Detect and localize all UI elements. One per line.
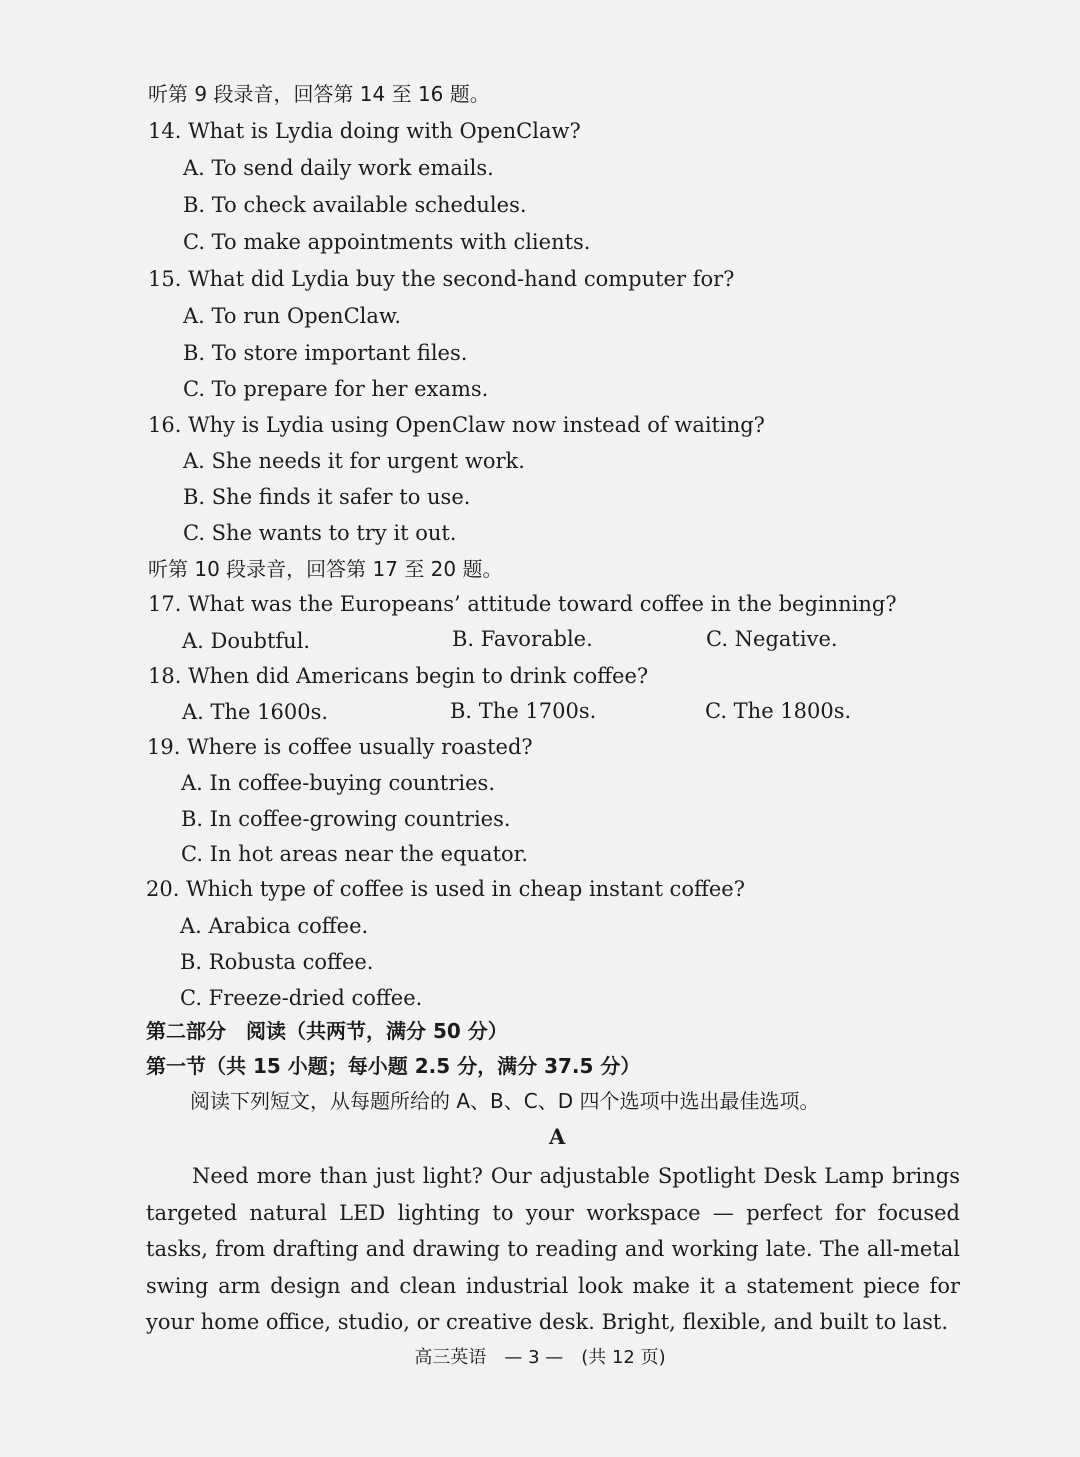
section-one-heading: 第一节（共 15 小题；每小题 2.5 分，满分 37.5 分）: [146, 1054, 641, 1078]
question-16-stem: 16. Why is Lydia using OpenClaw now instead of waiting?: [148, 413, 765, 437]
question-19-option-c: C. In hot areas near the equator.: [181, 842, 529, 866]
listening-instruction-10: 听第 10 段录音，回答第 17 至 20 题。: [148, 557, 503, 581]
question-20-option-a: A. Arabica coffee.: [180, 914, 369, 938]
listening-instruction-9: 听第 9 段录音，回答第 14 至 16 题。: [148, 82, 490, 106]
passage-title: A: [549, 1124, 566, 1149]
question-15-option-b: B. To store important files.: [183, 341, 468, 365]
question-16-option-c: C. She wants to try it out.: [183, 521, 457, 545]
question-14-option-c: C. To make appointments with clients.: [183, 230, 591, 254]
question-20-option-b: B. Robusta coffee.: [180, 950, 374, 974]
reading-instruction: 阅读下列短文，从每题所给的 A、B、C、D 四个选项中选出最佳选项。: [190, 1089, 820, 1113]
question-20-stem: 20. Which type of coffee is used in cheap instant coffee?: [146, 877, 745, 901]
question-18-option-c: C. The 1800s.: [705, 699, 852, 723]
question-14-option-a: A. To send daily work emails.: [183, 156, 494, 180]
question-18-option-b: B. The 1700s.: [450, 699, 597, 723]
part-two-heading: 第二部分 阅读（共两节，满分 50 分）: [146, 1019, 508, 1043]
question-15-option-c: C. To prepare for her exams.: [183, 377, 489, 401]
page-footer: 高三英语 — 3 — (共 12 页): [414, 1347, 666, 1368]
question-14-option-b: B. To check available schedules.: [183, 193, 527, 217]
question-17-option-b: B. Favorable.: [452, 627, 593, 651]
question-15-stem: 15. What did Lydia buy the second-hand computer for?: [148, 267, 735, 291]
question-18-option-a: A. The 1600s.: [182, 700, 329, 724]
question-19-stem: 19. Where is coffee usually roasted?: [147, 735, 533, 759]
question-14-stem: 14. What is Lydia doing with OpenClaw?: [148, 119, 581, 143]
question-15-option-a: A. To run OpenClaw.: [183, 304, 402, 328]
passage-a-text: Need more than just light? Our adjustable Spotlight Desk Lamp brings targeted natural LED lighting to your workspace — perfect for focused tasks, from drafting and drawing to reading and working late. The all-metal swing arm design and clean industrial look make it a statement piece for your home office, studio, or creative desk. Bright, flexible, and built to last.: [146, 1164, 960, 1334]
question-19-option-a: A. In coffee-buying countries.: [181, 771, 496, 795]
question-16-option-a: A. She needs it for urgent work.: [183, 449, 525, 473]
question-20-option-c: C. Freeze-dried coffee.: [180, 986, 423, 1010]
question-17-option-a: A. Doubtful.: [182, 629, 311, 653]
question-18-stem: 18. When did Americans begin to drink coffee?: [148, 664, 649, 688]
question-17-stem: 17. What was the Europeans’ attitude toward coffee in the beginning?: [148, 592, 897, 616]
question-19-option-b: B. In coffee-growing countries.: [181, 807, 511, 831]
question-16-option-b: B. She finds it safer to use.: [183, 485, 471, 509]
question-17-option-c: C. Negative.: [706, 627, 838, 651]
